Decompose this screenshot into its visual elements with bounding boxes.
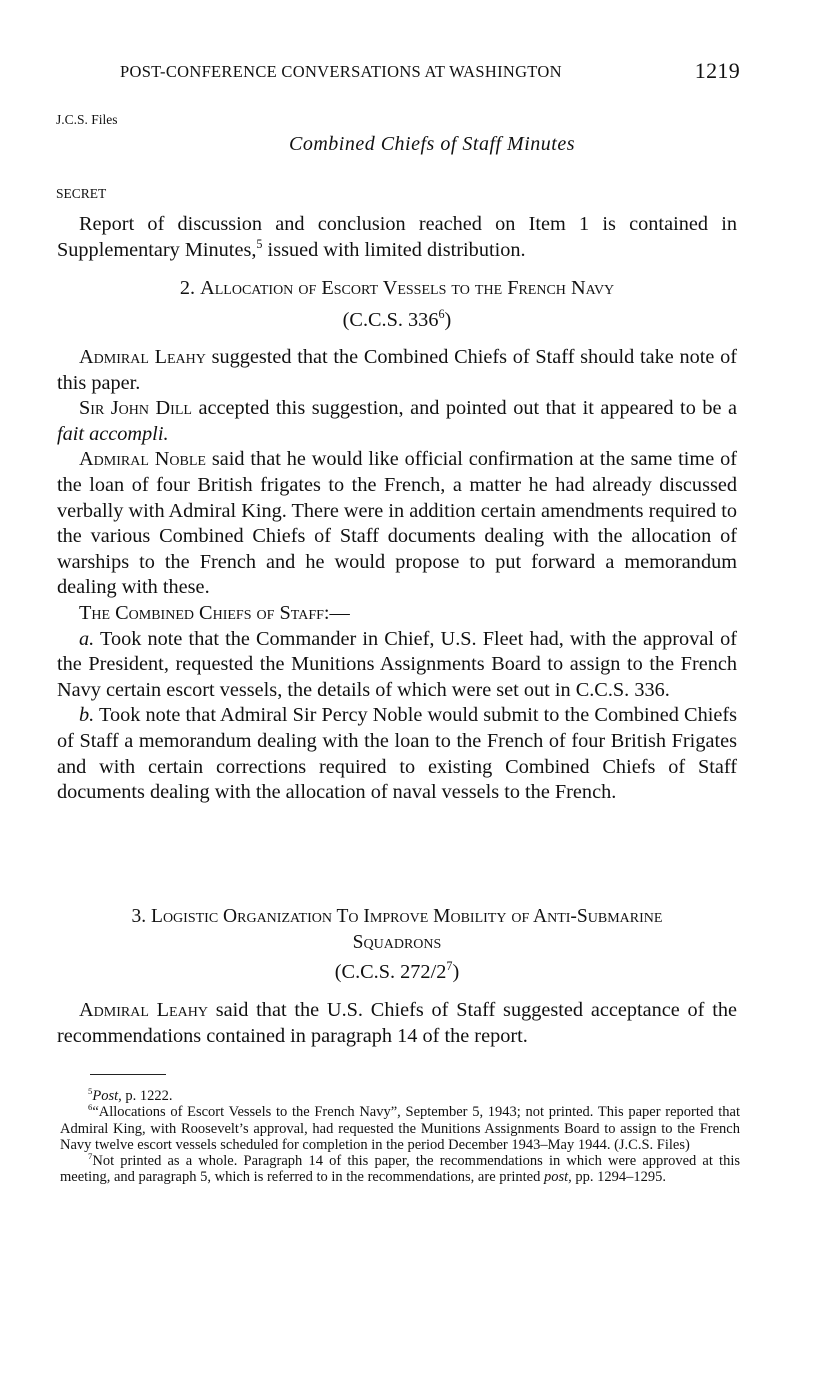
item-3-body: Admiral Leahy said that the U.S. Chiefs of Staff suggested acceptance of the recommendations contained in paragraph 14 of the report. [57, 999, 737, 1047]
footnote-7: $^7$Not printed as a whole. Paragraph 14 of this paper, the recommendations in which were approved at this meeting, and paragraph 5, which is referred to in the recommendations, are printed post, pp. 1294–1295. [60, 1151, 740, 1186]
item-3-heading-line2: Squadrons [352, 932, 442, 953]
running-head [120, 58, 740, 83]
item-2-reference: (C.C.S. $336^6$) [342, 307, 452, 331]
files-reference: J.C.S. Files [56, 112, 118, 127]
page-number: 1219 [694, 58, 740, 83]
footnotes [60, 1088, 740, 1186]
document-title: Combined Chiefs of Staff Minutes [289, 133, 575, 155]
speaker-name: Admiral Leahy [79, 999, 208, 1021]
item-3-reference: (C.C.S. $272/2^7$) [334, 959, 460, 983]
ccs-conclusion-label: The Combined Chiefs of Staff:— [79, 601, 350, 624]
footnote-5: $^5$Post, p. 1222. [88, 1086, 173, 1104]
classification-label: SECRET [56, 186, 107, 201]
footnote-rule [90, 1074, 166, 1075]
footnote-6: $^6$“Allocations of Escort Vessels to the French Navy”, September 5, 1943; not printed. This paper reported that Admiral King, with Roosevelt’s approval, had requested the Munitions Assignments Board to assign to the French Navy twelve escort vessels scheduled for completion in the period December 1943–May 1944. (J.C.S. Files) [60, 1102, 740, 1153]
conclusion-b: b. Took note that Admiral Sir Percy Noble would submit to the Combined Chiefs of Staff a memorandum dealing with the loan to the French of four British Frigates and with certain corrections required to existing Combined Chiefs of Staff documents dealing with the allocation of naval vessels to the French. [57, 704, 737, 804]
intro-paragraph: Report of discussion and conclusion reached on Item 1 is contained in Supplementary Minutes,$^5$ issued with limited distribution. [57, 213, 737, 261]
speaker-name: Admiral Noble [79, 448, 206, 471]
speaker-name: Sir John Dill [79, 397, 192, 420]
dill-paragraph: Sir John Dill accepted this suggestion, and pointed out that it appeared to be a fait accompli. [57, 397, 738, 445]
item-2-heading: 2. Allocation of Escort Vessels to the French Navy [179, 277, 615, 299]
running-head-title: POST-CONFERENCE CONVERSATIONS AT WASHINGTON [120, 62, 562, 81]
footnote-ref-5: 5 [256, 236, 263, 251]
item-2-body [57, 345, 737, 806]
noble-paragraph: Admiral Noble said that he would like official confirmation at the same time of the loan of four British frigates to the French, a matter he had already discussed verbally with Admiral King. There were in addition certain amendments required to the various Combined Chiefs of Staff documents dealing with the allocation of warships to the French and he would propose to put forward a memorandum dealing with these. [57, 448, 738, 599]
item-3-heading: 3. Logistic Organization To Improve Mobility of Anti-Submarine [131, 906, 663, 927]
speaker-name: Admiral Leahy [79, 346, 206, 368]
conclusion-a: a. Took note that the Commander in Chief, U.S. Fleet had, with the approval of the President, requested the Munitions Assignments Board to assign to the French Navy certain escort vessels, the details of which were set out in C.C.S. 336. [57, 627, 737, 701]
leahy-paragraph: Admiral Leahy suggested that the Combined Chiefs of Staff should take note of this paper. [57, 346, 737, 394]
